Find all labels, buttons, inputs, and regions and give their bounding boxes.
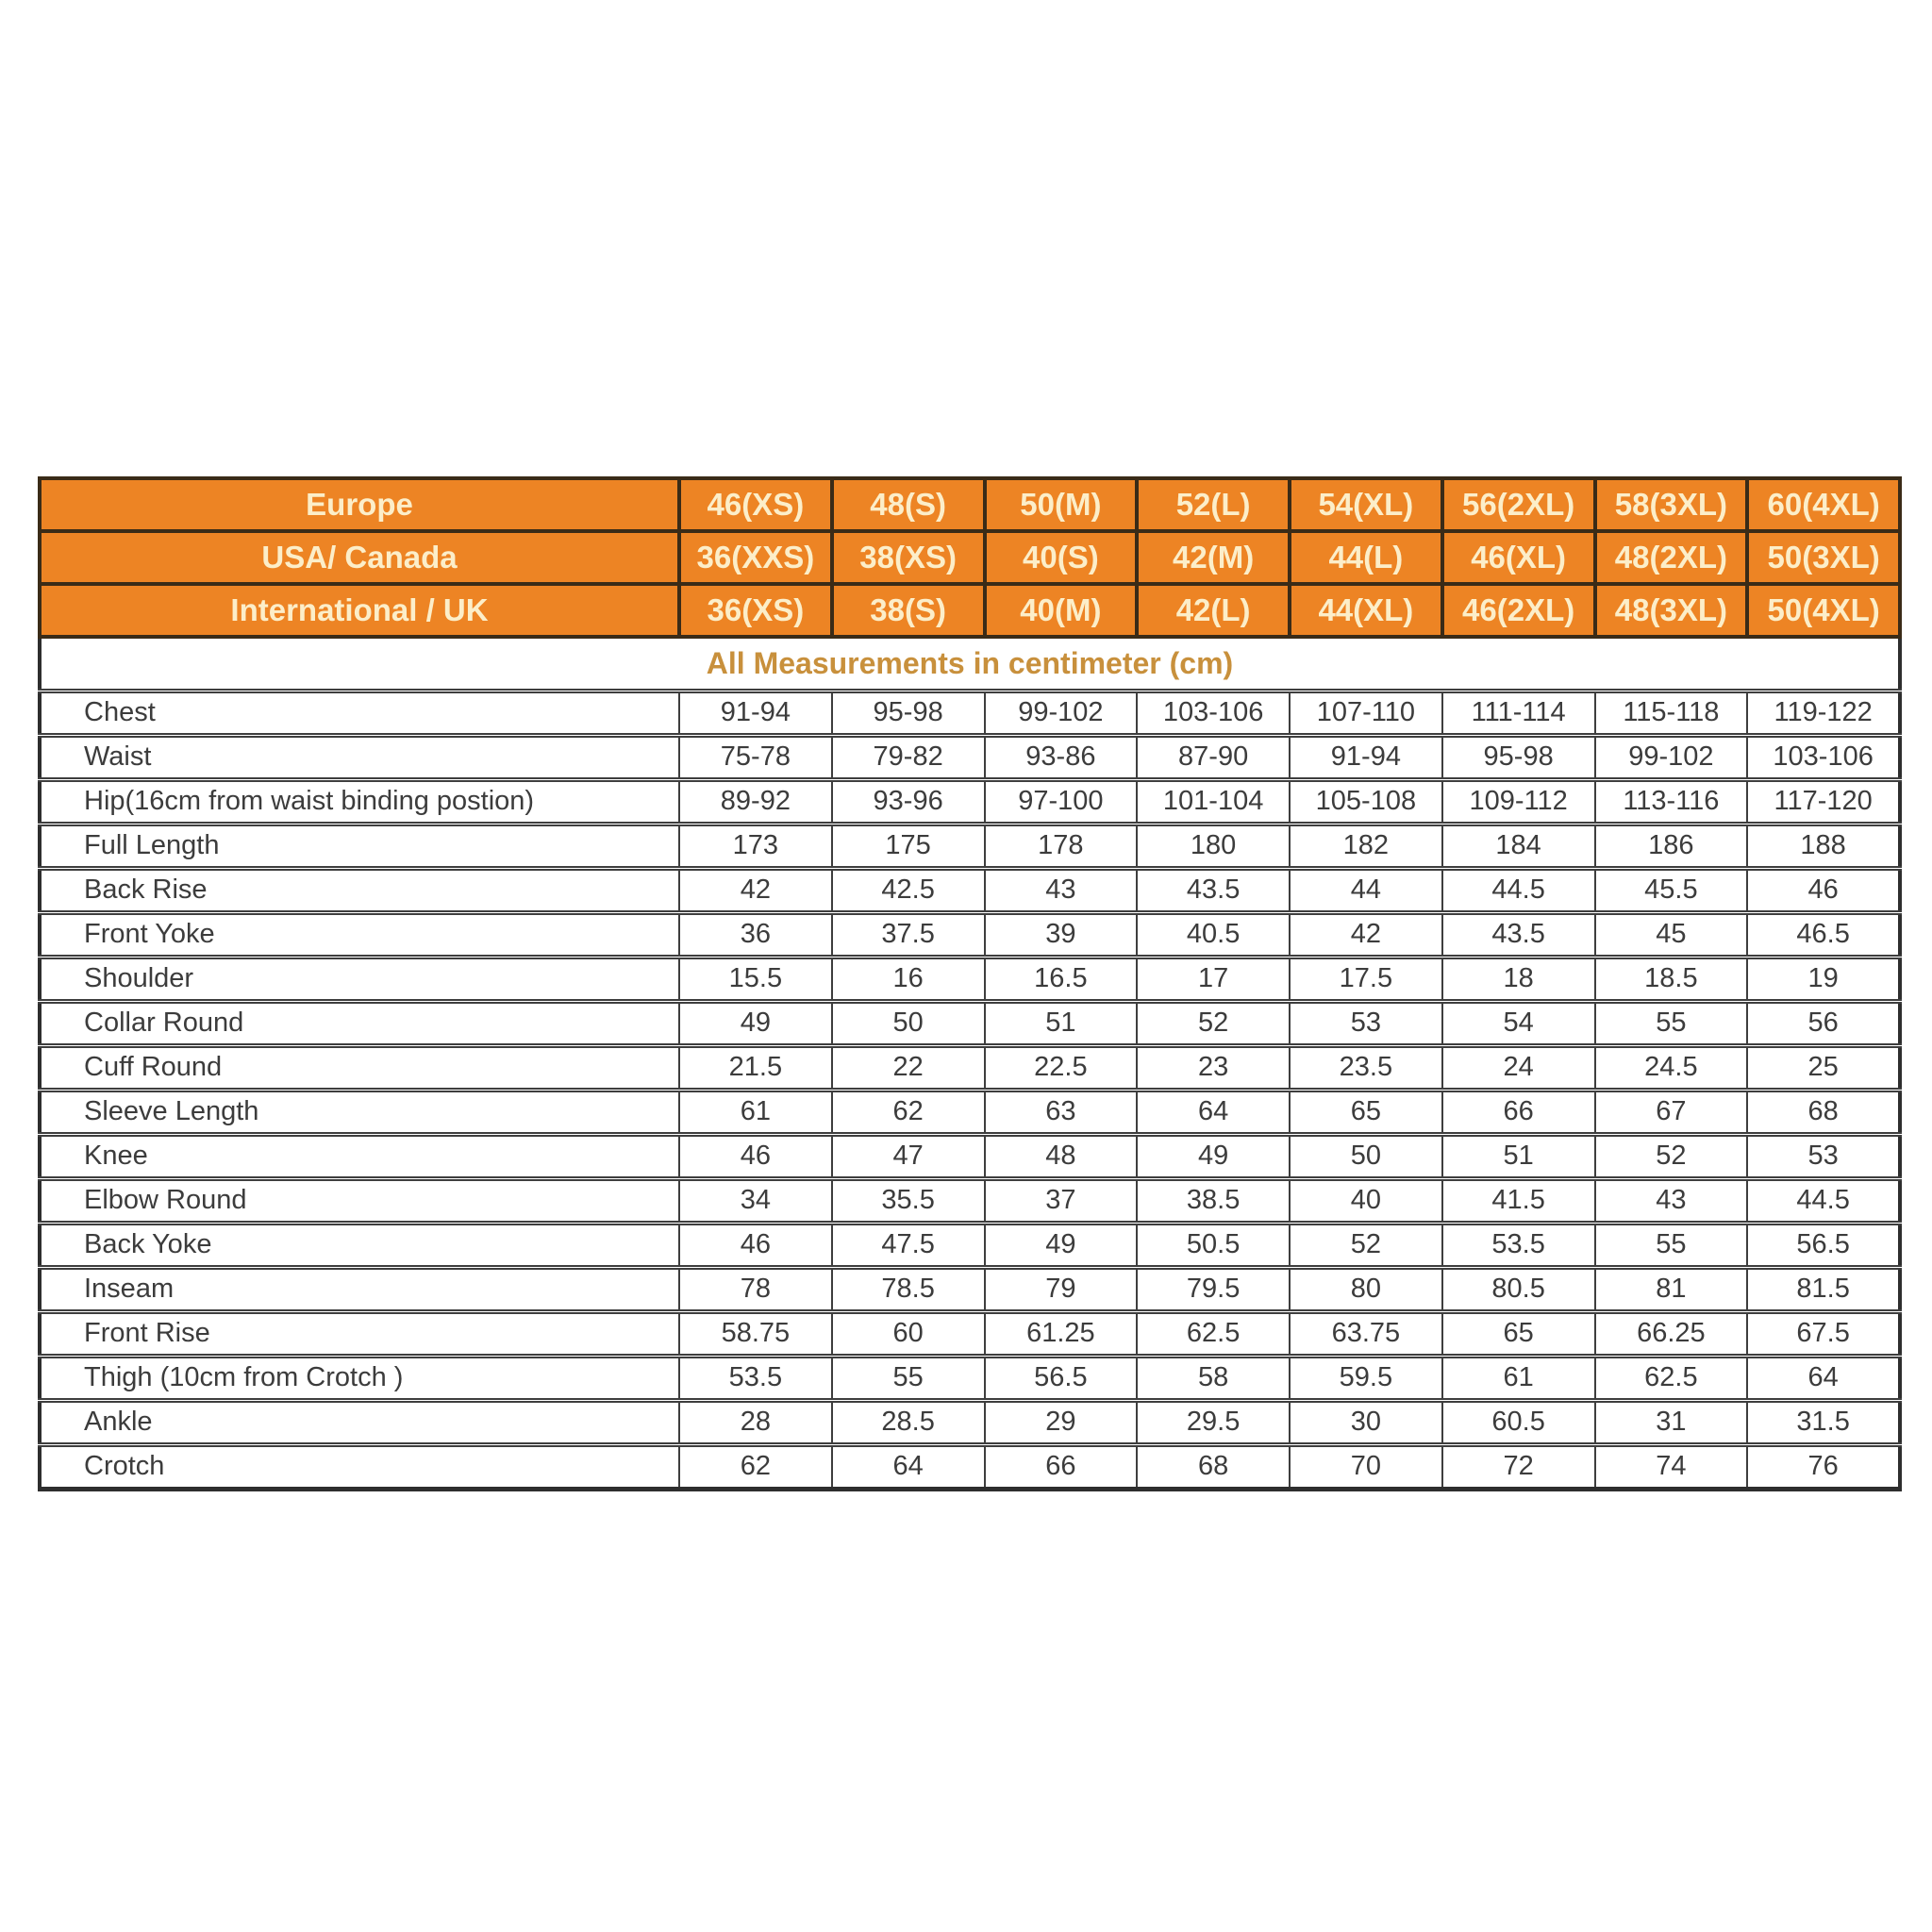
table-row	[40, 779, 1900, 824]
measurement-label: Collar Round	[40, 1001, 679, 1045]
measurement-label: Crotch	[40, 1444, 679, 1489]
measurement-value: 78.5	[832, 1267, 985, 1311]
size-cell: 48(3XL)	[1595, 584, 1748, 637]
measurement-value: 15.5	[679, 957, 832, 1001]
measurement-value: 79-82	[832, 735, 985, 779]
measurement-value: 46	[679, 1134, 832, 1178]
measurement-value: 51	[1442, 1134, 1595, 1178]
measurement-value: 36	[679, 912, 832, 957]
measurement-value: 55	[1595, 1001, 1748, 1045]
measurement-value: 16	[832, 957, 985, 1001]
measurement-value: 95-98	[1442, 735, 1595, 779]
measurement-value: 64	[1747, 1356, 1900, 1400]
measurement-value: 175	[832, 824, 985, 868]
size-cell: 44(L)	[1290, 531, 1442, 584]
measurement-value: 29.5	[1137, 1400, 1290, 1444]
measurement-label: Waist	[40, 735, 679, 779]
measurement-value: 46.5	[1747, 912, 1900, 957]
measurement-value: 54	[1442, 1001, 1595, 1045]
measurement-value: 47.5	[832, 1223, 985, 1267]
measurement-value: 111-114	[1442, 691, 1595, 735]
measurement-value: 62	[679, 1444, 832, 1489]
size-cell: 42(L)	[1137, 584, 1290, 637]
measurement-value: 60	[832, 1311, 985, 1356]
measurement-value: 180	[1137, 824, 1290, 868]
measurement-value: 53.5	[679, 1356, 832, 1400]
size-cell: 36(XS)	[679, 584, 832, 637]
table-row	[40, 691, 1900, 735]
measurement-value: 53	[1290, 1001, 1442, 1045]
table-row	[40, 1267, 1900, 1311]
measurement-label: Front Yoke	[40, 912, 679, 957]
measurement-value: 43.5	[1442, 912, 1595, 957]
measurement-value: 75-78	[679, 735, 832, 779]
measurement-value: 91-94	[679, 691, 832, 735]
measurement-value: 64	[832, 1444, 985, 1489]
measurement-value: 48	[985, 1134, 1138, 1178]
measurement-value: 80	[1290, 1267, 1442, 1311]
measurement-value: 38.5	[1137, 1178, 1290, 1223]
size-cell: 46(XL)	[1442, 531, 1595, 584]
measurement-value: 182	[1290, 824, 1442, 868]
measurement-value: 18.5	[1595, 957, 1748, 1001]
measurement-value: 42	[679, 868, 832, 912]
measurement-value: 47	[832, 1134, 985, 1178]
size-cell: 44(XL)	[1290, 584, 1442, 637]
table-row	[40, 1400, 1900, 1444]
measurement-value: 97-100	[985, 779, 1138, 824]
measurement-value: 30	[1290, 1400, 1442, 1444]
measurement-value: 49	[985, 1223, 1138, 1267]
measurement-label: Cuff Round	[40, 1045, 679, 1090]
measurement-value: 87-90	[1137, 735, 1290, 779]
size-cell: 40(S)	[985, 531, 1138, 584]
measurement-value: 56	[1747, 1001, 1900, 1045]
measurement-value: 173	[679, 824, 832, 868]
measurement-value: 49	[1137, 1134, 1290, 1178]
measurement-label: Inseam	[40, 1267, 679, 1311]
measurement-value: 59.5	[1290, 1356, 1442, 1400]
measurement-value: 40	[1290, 1178, 1442, 1223]
measurement-value: 58.75	[679, 1311, 832, 1356]
table-row	[40, 1223, 1900, 1267]
measurement-value: 66.25	[1595, 1311, 1748, 1356]
measurement-value: 44.5	[1747, 1178, 1900, 1223]
measurement-value: 70	[1290, 1444, 1442, 1489]
measurement-value: 63.75	[1290, 1311, 1442, 1356]
measurement-value: 103-106	[1747, 735, 1900, 779]
size-header-row	[40, 531, 1900, 584]
size-cell: 38(S)	[832, 584, 985, 637]
table-row	[40, 1090, 1900, 1134]
measurement-value: 52	[1595, 1134, 1748, 1178]
measurement-value: 53.5	[1442, 1223, 1595, 1267]
measurement-value: 43	[1595, 1178, 1748, 1223]
measurement-value: 93-86	[985, 735, 1138, 779]
measurement-label: Shoulder	[40, 957, 679, 1001]
measurement-value: 66	[1442, 1090, 1595, 1134]
measurement-value: 65	[1442, 1311, 1595, 1356]
size-cell: 60(4XL)	[1747, 478, 1900, 531]
measurement-label: Back Yoke	[40, 1223, 679, 1267]
measurement-value: 37.5	[832, 912, 985, 957]
measurement-value: 31	[1595, 1400, 1748, 1444]
measurement-value: 16.5	[985, 957, 1138, 1001]
measurement-value: 46	[679, 1223, 832, 1267]
measurement-value: 79	[985, 1267, 1138, 1311]
measurement-value: 119-122	[1747, 691, 1900, 735]
measurement-value: 55	[832, 1356, 985, 1400]
measurement-value: 66	[985, 1444, 1138, 1489]
table-row	[40, 1444, 1900, 1489]
size-cell: 48(S)	[832, 478, 985, 531]
measurement-label: Ankle	[40, 1400, 679, 1444]
measurement-value: 41.5	[1442, 1178, 1595, 1223]
measurement-value: 62	[832, 1090, 985, 1134]
measurement-value: 68	[1137, 1444, 1290, 1489]
measurement-value: 45.5	[1595, 868, 1748, 912]
measurement-value: 56.5	[985, 1356, 1138, 1400]
size-cell: 56(2XL)	[1442, 478, 1595, 531]
measurement-value: 113-116	[1595, 779, 1748, 824]
measurement-value: 24.5	[1595, 1045, 1748, 1090]
measurement-value: 188	[1747, 824, 1900, 868]
size-chart-body	[40, 478, 1900, 1489]
table-row	[40, 1001, 1900, 1045]
measurement-value: 53	[1747, 1134, 1900, 1178]
measurement-value: 186	[1595, 824, 1748, 868]
measurement-value: 22.5	[985, 1045, 1138, 1090]
measurement-value: 25	[1747, 1045, 1900, 1090]
measurement-value: 115-118	[1595, 691, 1748, 735]
measurement-value: 99-102	[1595, 735, 1748, 779]
measurement-value: 61.25	[985, 1311, 1138, 1356]
measurement-value: 42.5	[832, 868, 985, 912]
measurement-value: 24	[1442, 1045, 1595, 1090]
measurement-value: 31.5	[1747, 1400, 1900, 1444]
measurement-value: 81	[1595, 1267, 1748, 1311]
measurements-banner: All Measurements in centimeter (cm)	[40, 637, 1900, 691]
measurement-value: 109-112	[1442, 779, 1595, 824]
measurement-value: 49	[679, 1001, 832, 1045]
measurement-value: 99-102	[985, 691, 1138, 735]
measurement-value: 50	[832, 1001, 985, 1045]
measurement-value: 55	[1595, 1223, 1748, 1267]
measurement-value: 60.5	[1442, 1400, 1595, 1444]
measurement-value: 107-110	[1290, 691, 1442, 735]
measurement-value: 23	[1137, 1045, 1290, 1090]
measurement-value: 58	[1137, 1356, 1290, 1400]
measurement-value: 67	[1595, 1090, 1748, 1134]
measurement-value: 29	[985, 1400, 1138, 1444]
measurement-value: 67.5	[1747, 1311, 1900, 1356]
measurement-value: 34	[679, 1178, 832, 1223]
size-cell: 52(L)	[1137, 478, 1290, 531]
measurement-value: 23.5	[1290, 1045, 1442, 1090]
measurement-value: 19	[1747, 957, 1900, 1001]
measurement-label: Chest	[40, 691, 679, 735]
size-cell: 48(2XL)	[1595, 531, 1748, 584]
size-cell: 54(XL)	[1290, 478, 1442, 531]
measurement-value: 17	[1137, 957, 1290, 1001]
measurement-value: 45	[1595, 912, 1748, 957]
banner-row	[40, 637, 1900, 691]
measurement-value: 79.5	[1137, 1267, 1290, 1311]
measurement-value: 103-106	[1137, 691, 1290, 735]
measurement-value: 62.5	[1137, 1311, 1290, 1356]
measurement-value: 105-108	[1290, 779, 1442, 824]
region-label: International / UK	[40, 584, 679, 637]
table-row	[40, 824, 1900, 868]
measurement-value: 184	[1442, 824, 1595, 868]
measurement-value: 40.5	[1137, 912, 1290, 957]
size-cell: 58(3XL)	[1595, 478, 1748, 531]
measurement-value: 39	[985, 912, 1138, 957]
size-cell: 36(XXS)	[679, 531, 832, 584]
size-header-row	[40, 584, 1900, 637]
table-row	[40, 1134, 1900, 1178]
measurement-value: 43	[985, 868, 1138, 912]
measurement-value: 81.5	[1747, 1267, 1900, 1311]
size-chart-table	[38, 476, 1902, 1491]
measurement-value: 80.5	[1442, 1267, 1595, 1311]
measurement-value: 101-104	[1137, 779, 1290, 824]
measurement-label: Sleeve Length	[40, 1090, 679, 1134]
measurement-value: 65	[1290, 1090, 1442, 1134]
measurement-value: 44.5	[1442, 868, 1595, 912]
size-cell: 42(M)	[1137, 531, 1290, 584]
measurement-value: 18	[1442, 957, 1595, 1001]
measurement-value: 50.5	[1137, 1223, 1290, 1267]
size-cell: 50(3XL)	[1747, 531, 1900, 584]
measurement-value: 178	[985, 824, 1138, 868]
measurement-value: 64	[1137, 1090, 1290, 1134]
measurement-label: Hip(16cm from waist binding postion)	[40, 779, 679, 824]
measurement-value: 50	[1290, 1134, 1442, 1178]
measurement-label: Thigh (10cm from Crotch )	[40, 1356, 679, 1400]
measurement-value: 117-120	[1747, 779, 1900, 824]
measurement-value: 89-92	[679, 779, 832, 824]
size-cell: 50(M)	[985, 478, 1138, 531]
size-header-row	[40, 478, 1900, 531]
measurement-label: Front Rise	[40, 1311, 679, 1356]
measurement-value: 35.5	[832, 1178, 985, 1223]
measurement-label: Full Length	[40, 824, 679, 868]
table-row	[40, 912, 1900, 957]
measurement-value: 44	[1290, 868, 1442, 912]
table-row	[40, 868, 1900, 912]
measurement-value: 91-94	[1290, 735, 1442, 779]
table-row	[40, 735, 1900, 779]
measurement-value: 17.5	[1290, 957, 1442, 1001]
measurement-value: 46	[1747, 868, 1900, 912]
table-row	[40, 1311, 1900, 1356]
size-cell: 50(4XL)	[1747, 584, 1900, 637]
measurement-value: 37	[985, 1178, 1138, 1223]
measurement-value: 63	[985, 1090, 1138, 1134]
table-row	[40, 957, 1900, 1001]
measurement-label: Back Rise	[40, 868, 679, 912]
table-row	[40, 1178, 1900, 1223]
measurement-value: 21.5	[679, 1045, 832, 1090]
region-label: USA/ Canada	[40, 531, 679, 584]
measurement-value: 52	[1137, 1001, 1290, 1045]
measurement-value: 74	[1595, 1444, 1748, 1489]
measurement-value: 76	[1747, 1444, 1900, 1489]
region-label: Europe	[40, 478, 679, 531]
measurement-value: 22	[832, 1045, 985, 1090]
size-cell: 46(2XL)	[1442, 584, 1595, 637]
measurement-value: 61	[679, 1090, 832, 1134]
table-row	[40, 1356, 1900, 1400]
measurement-value: 42	[1290, 912, 1442, 957]
measurement-value: 61	[1442, 1356, 1595, 1400]
size-cell: 40(M)	[985, 584, 1138, 637]
measurement-value: 68	[1747, 1090, 1900, 1134]
measurement-label: Elbow Round	[40, 1178, 679, 1223]
measurement-value: 95-98	[832, 691, 985, 735]
measurement-value: 62.5	[1595, 1356, 1748, 1400]
measurement-value: 28.5	[832, 1400, 985, 1444]
measurement-value: 72	[1442, 1444, 1595, 1489]
measurement-value: 56.5	[1747, 1223, 1900, 1267]
measurement-label: Knee	[40, 1134, 679, 1178]
measurement-value: 51	[985, 1001, 1138, 1045]
measurement-value: 43.5	[1137, 868, 1290, 912]
measurement-value: 78	[679, 1267, 832, 1311]
table-row	[40, 1045, 1900, 1090]
measurement-value: 28	[679, 1400, 832, 1444]
measurement-value: 52	[1290, 1223, 1442, 1267]
size-cell: 46(XS)	[679, 478, 832, 531]
measurement-value: 93-96	[832, 779, 985, 824]
size-cell: 38(XS)	[832, 531, 985, 584]
